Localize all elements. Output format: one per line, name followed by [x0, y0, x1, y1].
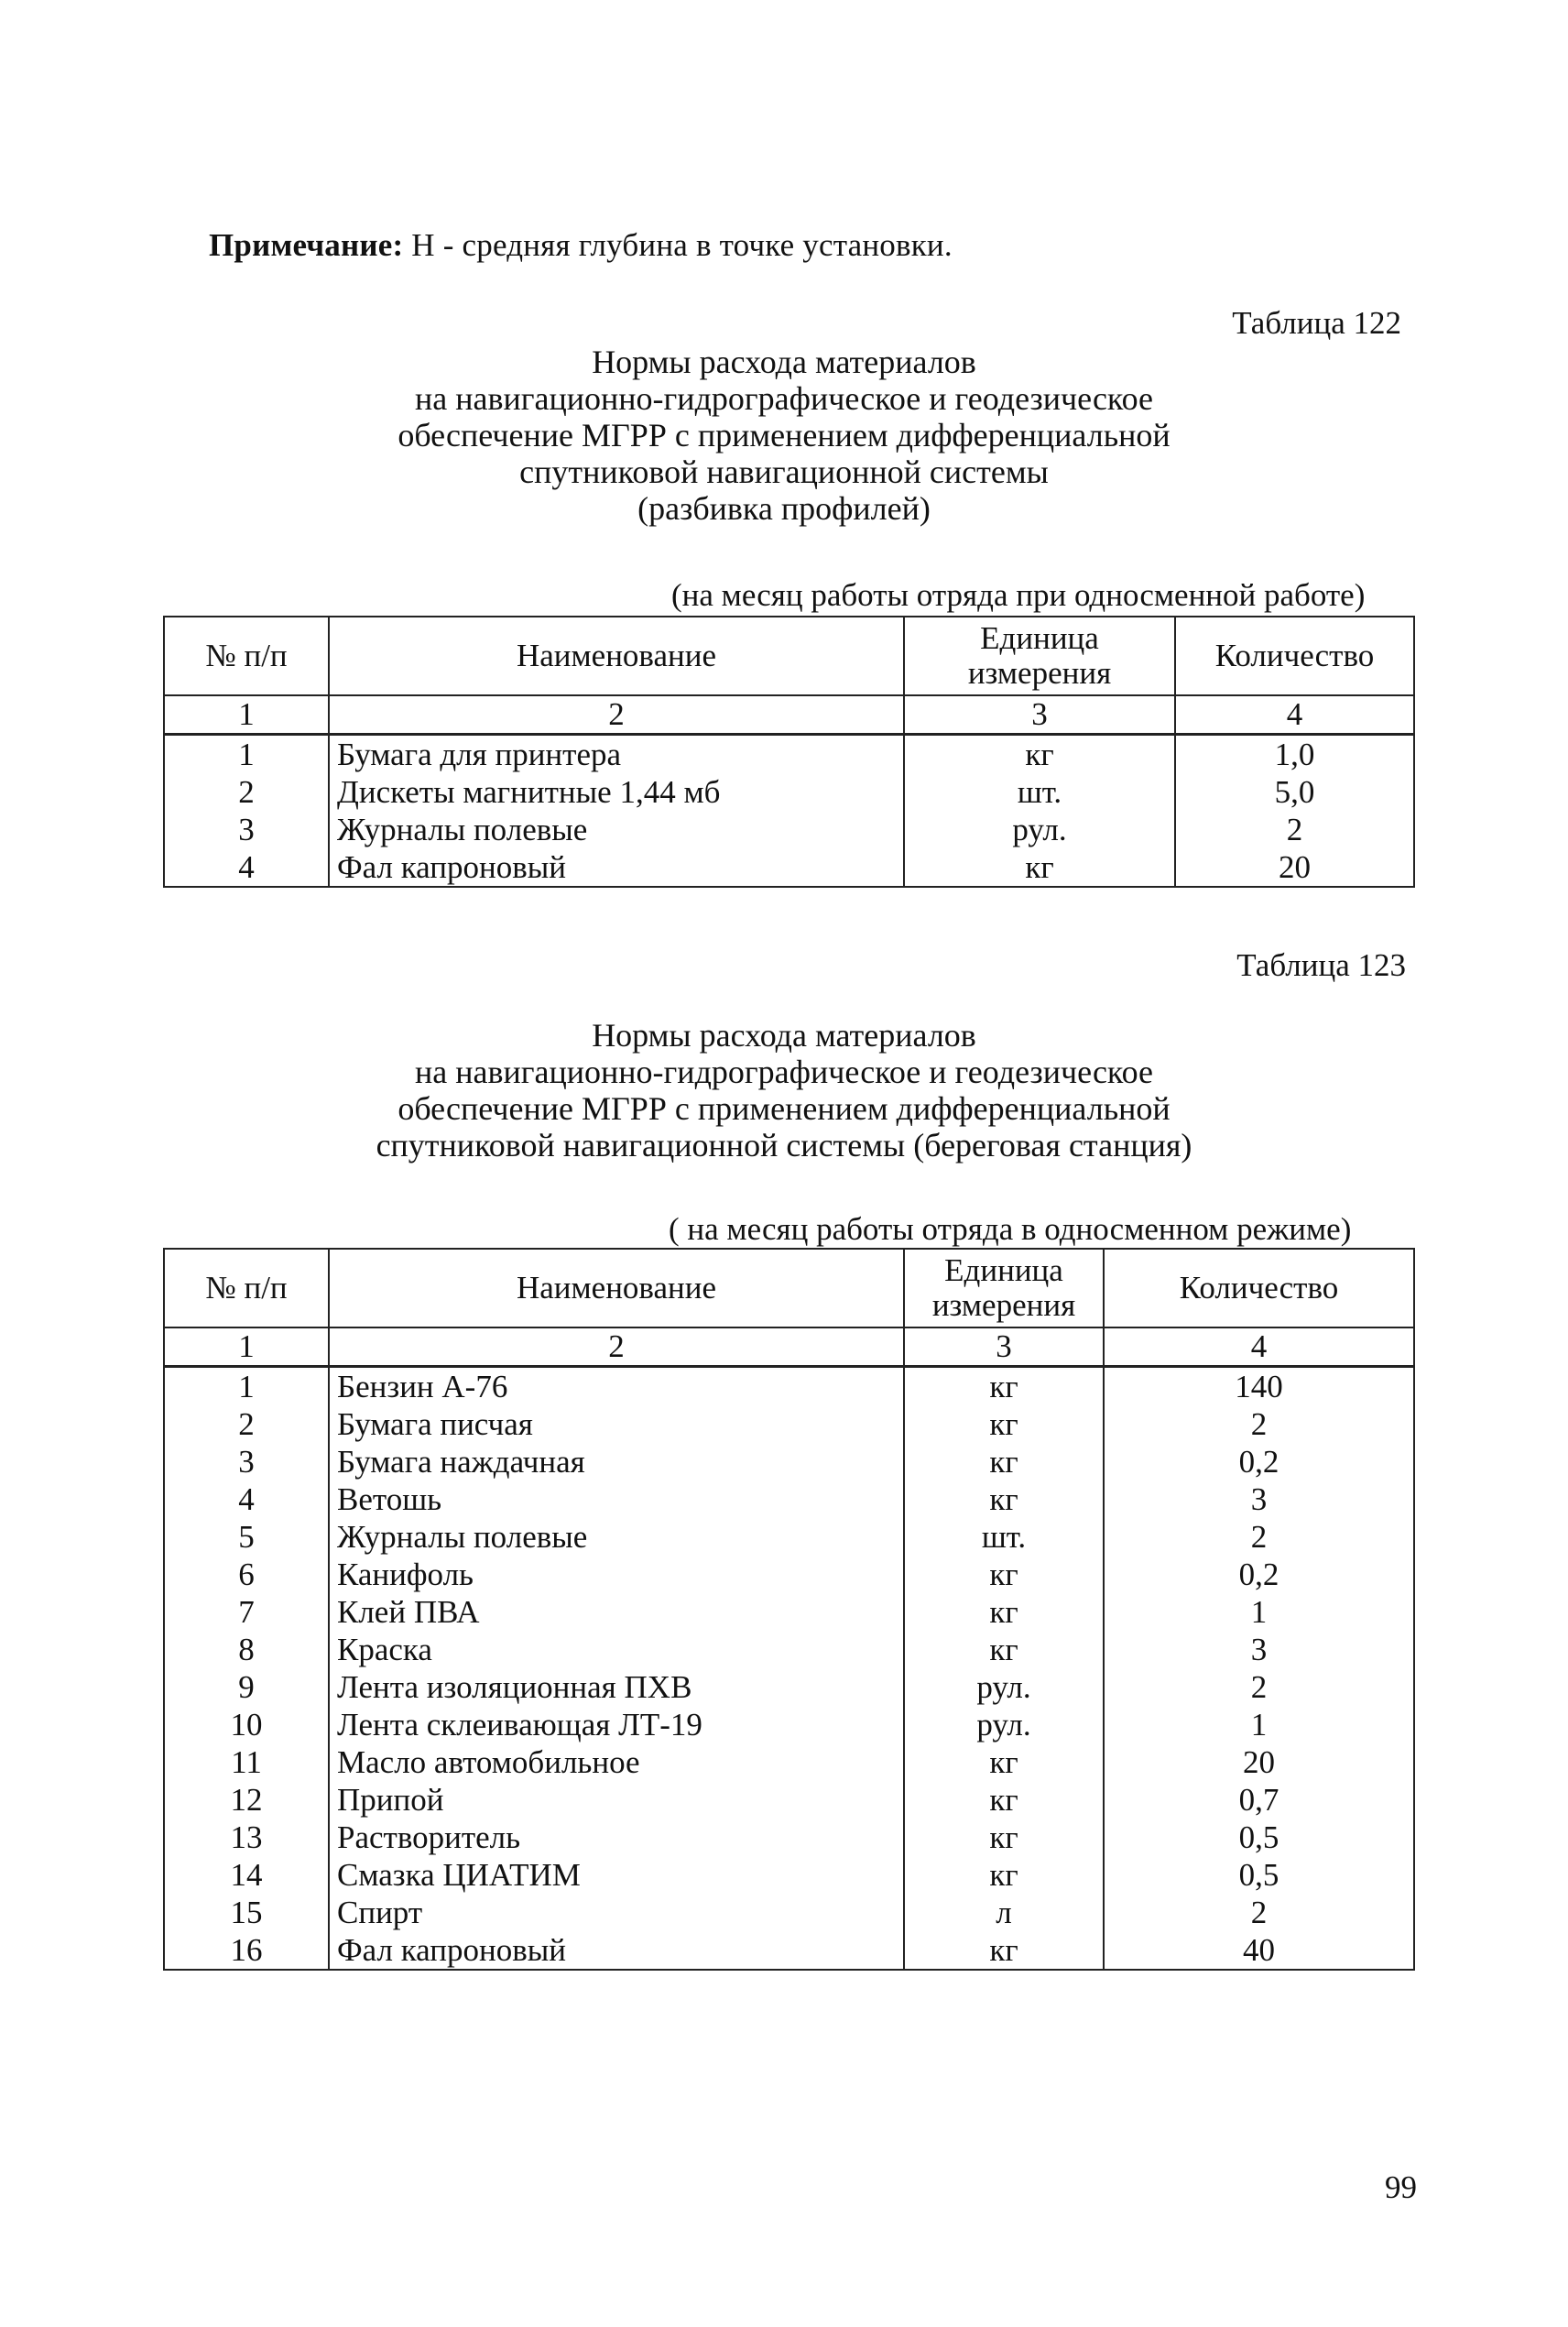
item-name: Растворитель [329, 1819, 904, 1856]
table-row [164, 1781, 1414, 1819]
note-label: Примечание: [209, 227, 404, 263]
item-name: Журналы полевые [329, 1518, 904, 1556]
table-row [164, 1631, 1414, 1668]
unit: кг [904, 1819, 1104, 1856]
row-number: 8 [164, 1631, 329, 1668]
column-number: 3 [904, 695, 1175, 735]
table-123-label: Таблица 123 [1236, 947, 1406, 983]
unit: рул. [904, 1706, 1104, 1743]
table-row [164, 1405, 1414, 1443]
row-number: 4 [164, 1480, 329, 1518]
unit: шт. [904, 773, 1175, 811]
unit: кг [904, 1781, 1104, 1819]
header-unit: Единица измерения [904, 617, 1175, 695]
table-row [164, 1894, 1414, 1931]
note [209, 227, 953, 264]
table-row [164, 848, 1414, 887]
table-row [164, 773, 1414, 811]
note-text: Н - средняя глубина в точке установки. [403, 227, 953, 263]
table-122-title-line: Нормы расхода материалов [592, 344, 976, 380]
item-name: Краска [329, 1631, 904, 1668]
table-row [164, 811, 1414, 848]
unit: кг [904, 1593, 1104, 1631]
table-row [164, 1518, 1414, 1556]
item-name: Лента изоляционная ПХВ [329, 1668, 904, 1706]
table-122-title-line: спутниковой навигационной системы [519, 453, 1049, 490]
column-number: 3 [904, 1327, 1104, 1367]
item-name: Клей ПВА [329, 1593, 904, 1631]
table-122-title-line: (разбивка профилей) [637, 490, 931, 527]
row-number: 4 [164, 848, 329, 887]
item-name: Бумага писчая [329, 1405, 904, 1443]
quantity: 0,2 [1104, 1556, 1414, 1593]
table-row [164, 1743, 1414, 1781]
unit: рул. [904, 811, 1175, 848]
column-number: 2 [329, 695, 904, 735]
quantity: 0,5 [1104, 1819, 1414, 1856]
row-number: 2 [164, 1405, 329, 1443]
item-name: Лента склеивающая ЛТ-19 [329, 1706, 904, 1743]
table-row [164, 1593, 1414, 1631]
table-row [164, 1819, 1414, 1856]
unit: шт. [904, 1518, 1104, 1556]
item-name: Ветошь [329, 1480, 904, 1518]
quantity: 40 [1104, 1931, 1414, 1970]
row-number: 2 [164, 773, 329, 811]
quantity: 1 [1104, 1593, 1414, 1631]
header-quantity: Количество [1175, 617, 1414, 695]
table-row [164, 1443, 1414, 1480]
header-number: № п/п [164, 1249, 329, 1327]
row-number: 14 [164, 1856, 329, 1894]
table-123-body [164, 1367, 1414, 1971]
row-number: 7 [164, 1593, 329, 1631]
header-unit: Единица измерения [904, 1249, 1104, 1327]
row-number: 6 [164, 1556, 329, 1593]
table-row [164, 1556, 1414, 1593]
unit: кг [904, 1931, 1104, 1970]
table-122-title-line: на навигационно-гидрографическое и геодезическое [414, 380, 1154, 417]
unit: кг [904, 1367, 1104, 1406]
item-name: Смазка ЦИАТИМ [329, 1856, 904, 1894]
row-number: 16 [164, 1931, 329, 1970]
quantity: 1 [1104, 1706, 1414, 1743]
quantity: 0,2 [1104, 1443, 1414, 1480]
quantity: 2 [1104, 1518, 1414, 1556]
item-name: Масло автомобильное [329, 1743, 904, 1781]
page-number: 99 [1385, 2169, 1417, 2205]
unit: кг [904, 848, 1175, 887]
quantity: 3 [1104, 1480, 1414, 1518]
table-122-title-line: обеспечение МГРР с применением дифференциальной [397, 417, 1171, 453]
row-number: 12 [164, 1781, 329, 1819]
table-row [164, 1856, 1414, 1894]
column-number: 4 [1104, 1327, 1414, 1367]
unit: кг [904, 1443, 1104, 1480]
item-name: Бумага для принтера [329, 735, 904, 774]
item-name: Бензин А-76 [329, 1367, 904, 1406]
unit: кг [904, 1856, 1104, 1894]
column-number: 4 [1175, 695, 1414, 735]
table-row [164, 735, 1414, 774]
quantity: 1,0 [1175, 735, 1414, 774]
column-number: 1 [164, 695, 329, 735]
table-123-title-line: обеспечение МГРР с применением дифференциальной [397, 1090, 1171, 1127]
quantity: 5,0 [1175, 773, 1414, 811]
item-name: Дискеты магнитные 1,44 мб [329, 773, 904, 811]
unit: рул. [904, 1668, 1104, 1706]
table-row [164, 1668, 1414, 1706]
header-name: Наименование [329, 617, 904, 695]
table-122-title [0, 344, 1568, 527]
item-name: Канифоль [329, 1556, 904, 1593]
unit: кг [904, 735, 1175, 774]
unit: кг [904, 1556, 1104, 1593]
unit: кг [904, 1405, 1104, 1443]
item-name: Фал капроновый [329, 1931, 904, 1970]
unit: кг [904, 1480, 1104, 1518]
unit: кг [904, 1743, 1104, 1781]
table-row [164, 1706, 1414, 1743]
unit: л [904, 1894, 1104, 1931]
quantity: 20 [1175, 848, 1414, 887]
row-number: 3 [164, 811, 329, 848]
table-123 [163, 1248, 1415, 1971]
item-name: Спирт [329, 1894, 904, 1931]
quantity: 0,7 [1104, 1781, 1414, 1819]
table-row [164, 1480, 1414, 1518]
table-122-body [164, 735, 1414, 888]
table-123-title-line: на навигационно-гидрографическое и геодезическое [414, 1054, 1154, 1090]
row-number: 3 [164, 1443, 329, 1480]
quantity: 2 [1104, 1405, 1414, 1443]
quantity: 2 [1104, 1894, 1414, 1931]
table-row [164, 1931, 1414, 1970]
table-123-title-line: спутниковой навигационной системы (береговая станция) [376, 1127, 1192, 1164]
item-name: Бумага наждачная [329, 1443, 904, 1480]
quantity: 2 [1104, 1668, 1414, 1706]
table-123-subtitle: ( на месяц работы отряда в односменном режиме) [669, 1211, 1352, 1247]
row-number: 15 [164, 1894, 329, 1931]
table-123-title [0, 1017, 1568, 1164]
quantity: 20 [1104, 1743, 1414, 1781]
header-quantity: Количество [1104, 1249, 1414, 1327]
row-number: 1 [164, 1367, 329, 1406]
column-number: 2 [329, 1327, 904, 1367]
row-number: 9 [164, 1668, 329, 1706]
item-name: Журналы полевые [329, 811, 904, 848]
quantity: 2 [1175, 811, 1414, 848]
quantity: 140 [1104, 1367, 1414, 1406]
column-number: 1 [164, 1327, 329, 1367]
quantity: 3 [1104, 1631, 1414, 1668]
row-number: 10 [164, 1706, 329, 1743]
row-number: 11 [164, 1743, 329, 1781]
table-122 [163, 616, 1415, 888]
header-name: Наименование [329, 1249, 904, 1327]
unit: кг [904, 1631, 1104, 1668]
row-number: 13 [164, 1819, 329, 1856]
item-name: Фал капроновый [329, 848, 904, 887]
table-row [164, 1367, 1414, 1406]
item-name: Припой [329, 1781, 904, 1819]
table-123-title-line: Нормы расхода материалов [592, 1017, 976, 1054]
table-122-label: Таблица 122 [1232, 305, 1401, 341]
row-number: 5 [164, 1518, 329, 1556]
header-number: № п/п [164, 617, 329, 695]
table-122-subtitle: (на месяц работы отряда при односменной работе) [671, 577, 1366, 613]
row-number: 1 [164, 735, 329, 774]
quantity: 0,5 [1104, 1856, 1414, 1894]
